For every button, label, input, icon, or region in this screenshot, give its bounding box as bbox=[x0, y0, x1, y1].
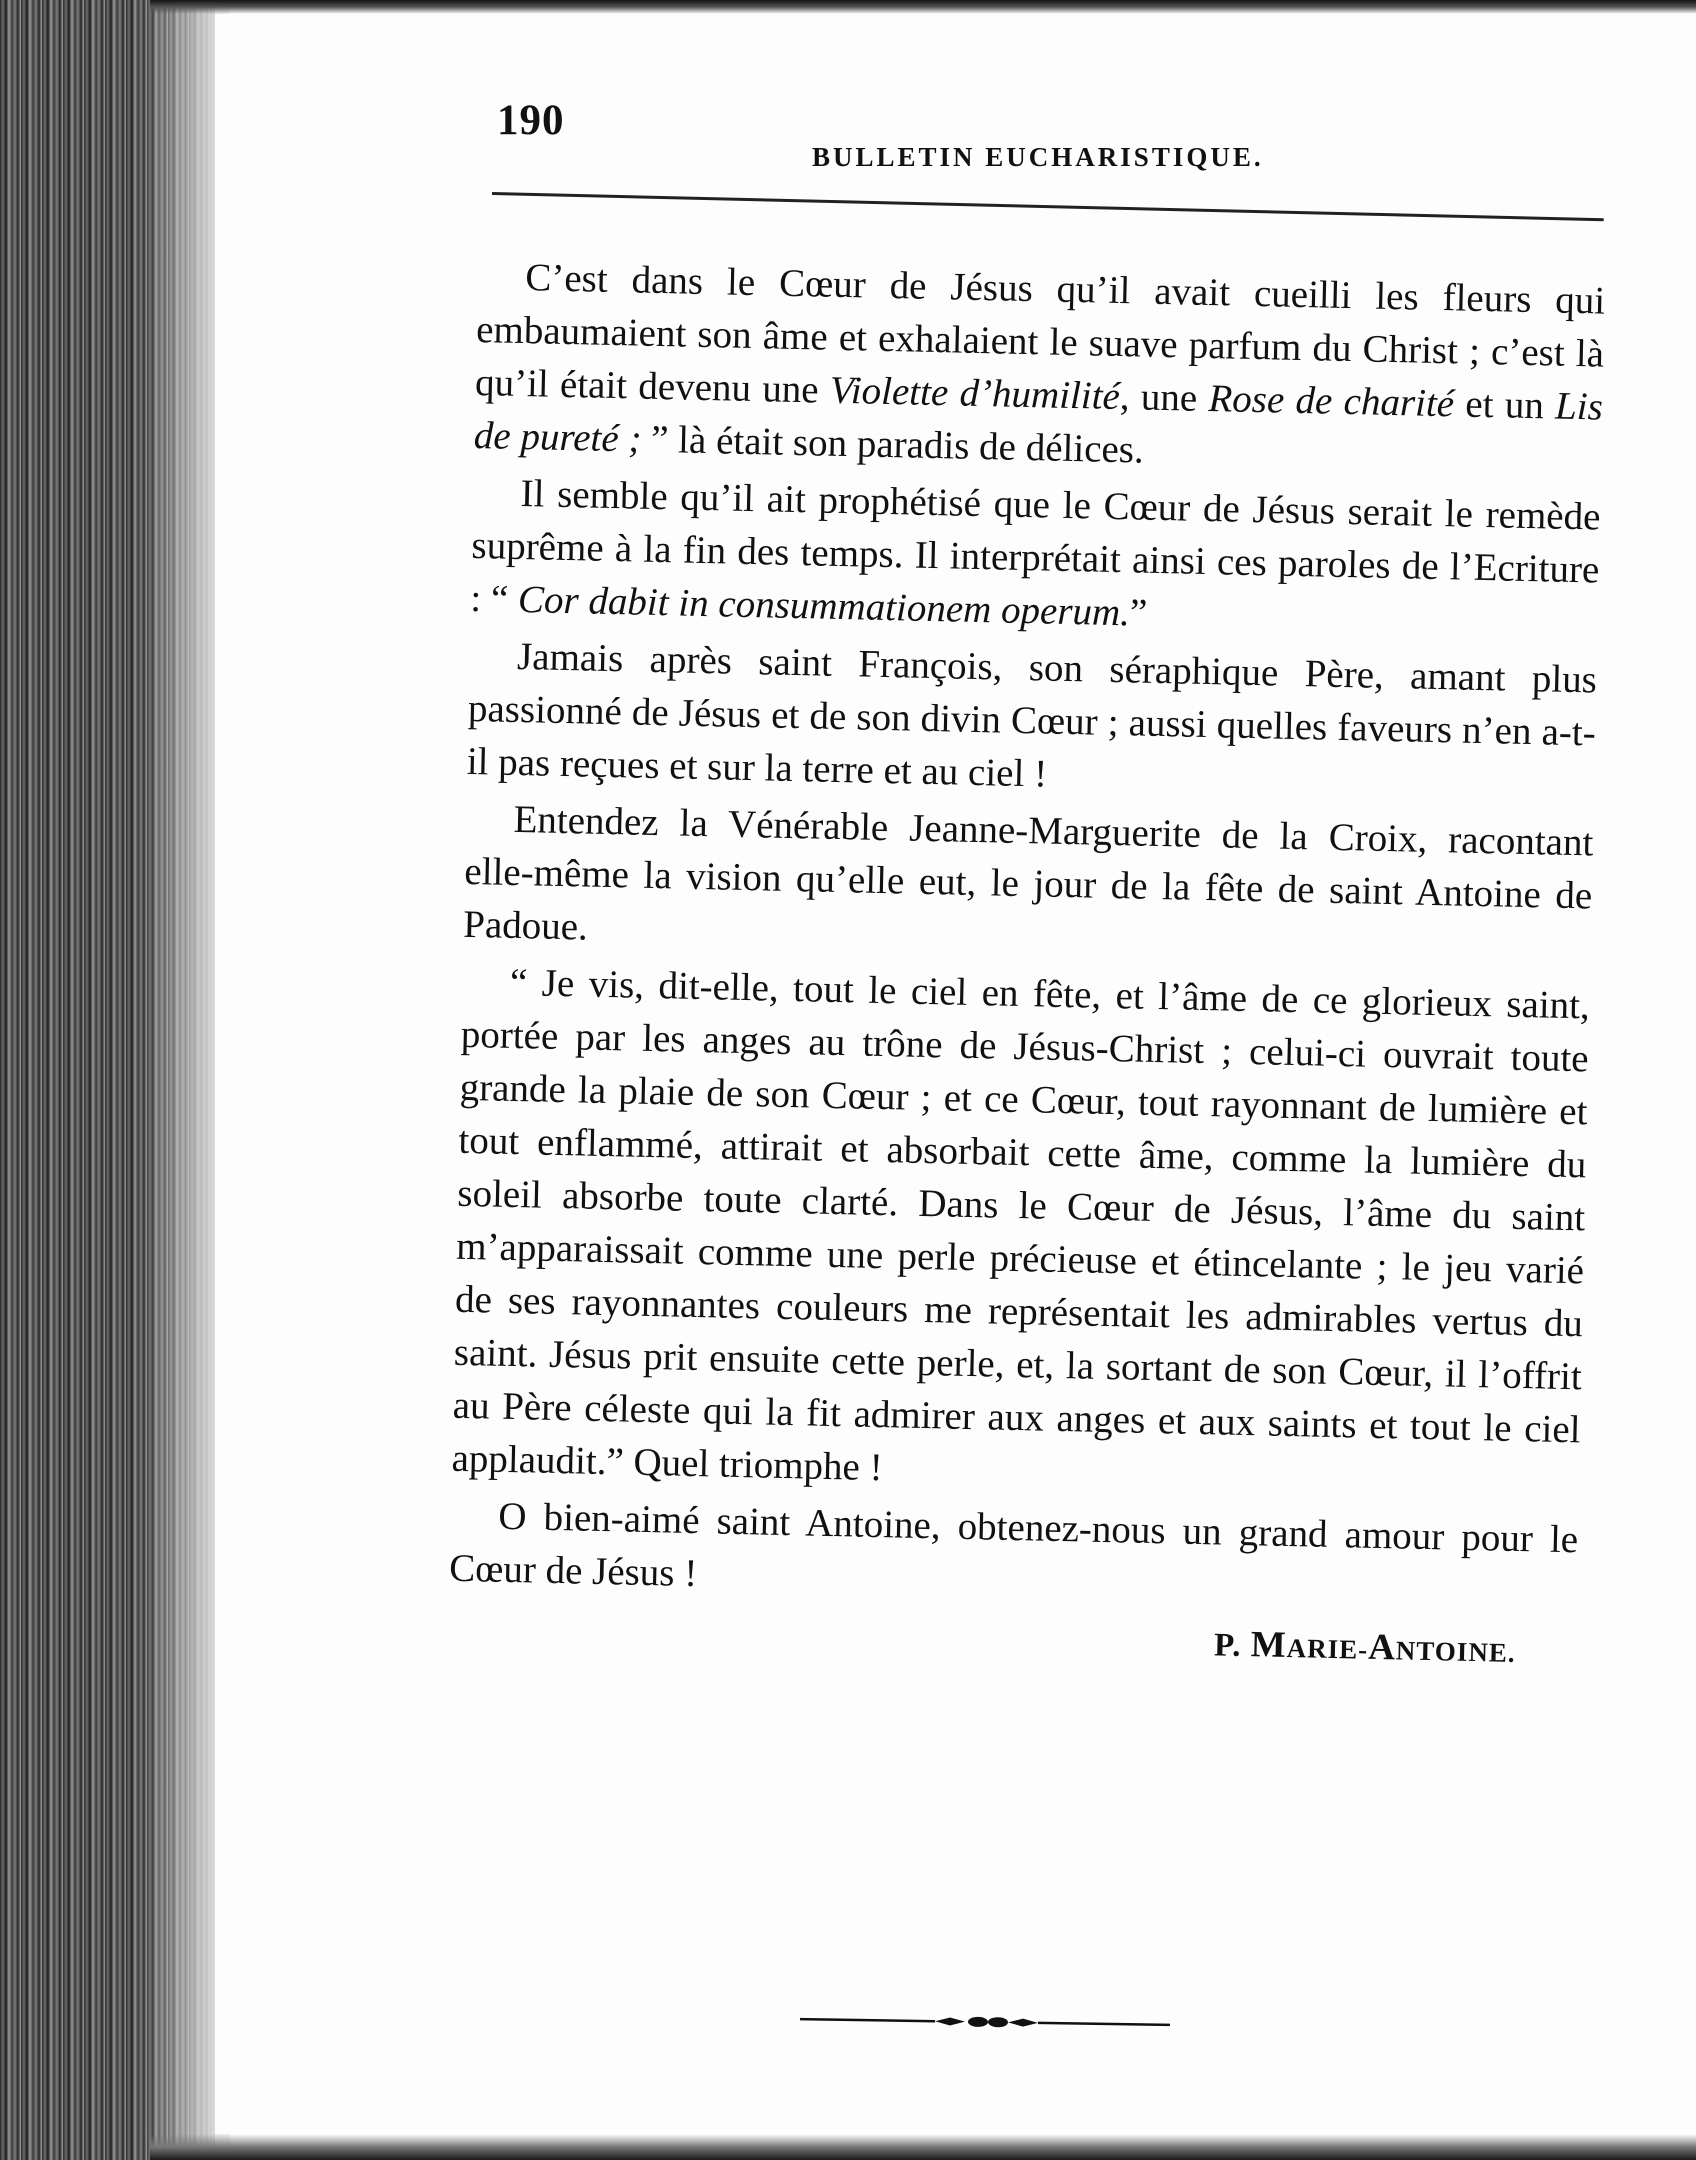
signature-ntoine: NTOINE. bbox=[1395, 1635, 1516, 1668]
page-number: 190 bbox=[497, 97, 565, 144]
signature-a: A bbox=[1367, 1626, 1397, 1669]
paragraph-6: O bien-aimé saint Antoine, obtenez-nous un grand amour pour le Cœur de Jésus ! bbox=[448, 1494, 1579, 1596]
italic-lis: Lis de pureté ; bbox=[473, 384, 1604, 461]
signature-initial: P. bbox=[1213, 1627, 1242, 1664]
paragraph-5: “ Je vis, dit-elle, tout le ciel en fête, et l’âme de ce glorieux saint, portée par les anges au trône de Jésus-Christ ; celui-ci ouvrait toute grande la plaie de son Cœur ; et ce Cœur, tout rayonnant de lumière et tout enflammé, attirait et absorbait cette âme, comme la lumière du soleil absorbe toute clarté. Dans le Cœur de Jésus, l’âme du saint m’apparaissait comme une perle précieuse et étincelante ; le jeu varié de ses rayonnantes couleurs me représentait les admirables vertus du saint. Jésus prit ensuite cette perle, et, la sortant de son Cœur, il l’offrit au Père céleste qui la fit admirer aux anges et aux saints et tout le ciel applaudit.” Quel triomphe ! bbox=[451, 960, 1591, 1490]
body-text bbox=[447, 250, 1605, 1679]
italic-latin-quote: Cor dabit in consummationem operum. bbox=[517, 577, 1131, 635]
paragraph-1-text-d: ” là était son paradis de délices. bbox=[640, 417, 1145, 472]
bottom-edge-shadow bbox=[150, 2134, 1696, 2160]
signature-m: M bbox=[1250, 1624, 1288, 1666]
top-edge-shadow bbox=[150, 0, 1696, 14]
paragraph-1-text-a: C’est dans le Cœur de Jésus qu’il avait cueilli les fleurs qui embaumaient son âme et exhalaient le suave parfum du Christ ; c’est là qu’il était devenu une bbox=[474, 256, 1606, 412]
italic-violette: Violette d’humilité bbox=[829, 368, 1121, 419]
paragraph-1 bbox=[473, 250, 1605, 487]
paragraph-2 bbox=[470, 466, 1601, 650]
paragraph-4: Entendez la Vénérable Jeanne-Marguerite de la Croix, racontant elle-même la vision qu’elle eut, le jour de la fête de saint Antoine de Padoue. bbox=[462, 797, 1594, 949]
paragraph-2-text-b: ” bbox=[1129, 591, 1148, 635]
paragraph-1-text-c: et un bbox=[1453, 382, 1556, 428]
italic-rose: Rose de charité bbox=[1208, 376, 1455, 426]
paragraph-3: Jamais après saint François, son séraphique Père, amant plus passionné de Jésus et de son divin Cœur ; aussi quelles faveurs n’en a-t-il pas reçues et sur la terre et au ciel ! bbox=[466, 634, 1598, 796]
paragraph-2-text-a: Il semble qu’il ait prophétisé que le Cœur de Jésus serait le remède suprême à la fin des temps. Il interprétait ainsi ces paroles de l’Ecriture : “ bbox=[469, 471, 1601, 621]
signature-arie: ARIE- bbox=[1286, 1632, 1369, 1665]
paragraph-1-text-b: , une bbox=[1119, 375, 1209, 420]
running-head: BULLETIN EUCHARISTIQUE. bbox=[812, 142, 1264, 172]
